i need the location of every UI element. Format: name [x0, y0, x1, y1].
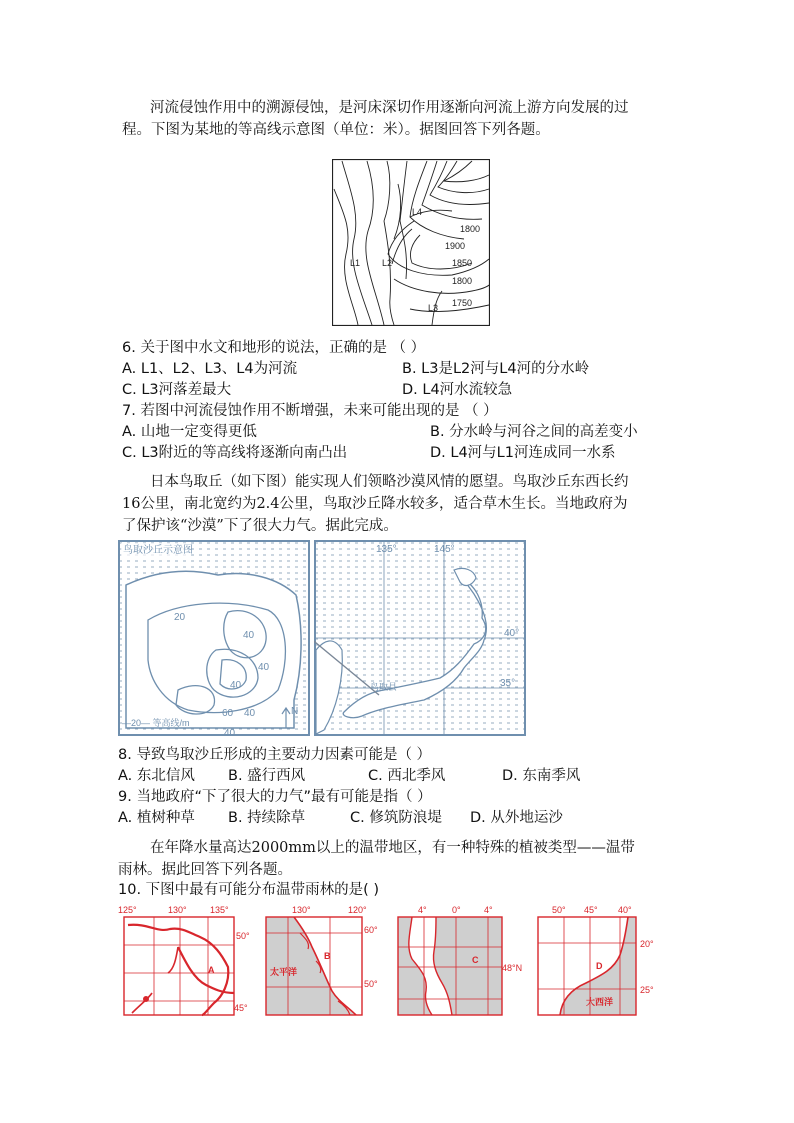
q7-option-a: A. 山地一定变得更低: [122, 424, 257, 440]
q6-option-d: D. L4河水流较急: [402, 382, 513, 398]
map-d-lat-20: 20°: [640, 939, 654, 949]
dune-contour-40a: 40: [243, 630, 255, 641]
map-a-lon-125: 125°: [118, 905, 137, 915]
map-b-lon-120: 120°: [348, 905, 367, 915]
q6-stem: 6. 关于图中水文和地形的说法，正确的是 （ ）: [122, 340, 426, 356]
japan-locator-map: [314, 540, 526, 736]
q8-option-c: C. 西北季风: [368, 768, 446, 784]
river-label-l4: L4: [412, 207, 423, 217]
q10-map-b: [260, 903, 390, 1023]
map-c-lon-4w: 4°: [418, 905, 427, 915]
japan-lat-35: 35°: [500, 678, 516, 689]
q9-option-a: A. 植树种草: [118, 810, 195, 826]
q10-stem: 10. 下图中最有可能分布温带雨林的是( ): [118, 882, 380, 898]
map-c-lat-48n: 48°N: [502, 963, 523, 973]
map-b-lat-60: 60°: [364, 925, 378, 935]
dune-contour-20: 20: [174, 612, 186, 623]
tottori-dune-map: [118, 540, 310, 736]
dune-contour-60: 60: [222, 708, 234, 719]
japan-lat-40: 40°: [504, 628, 520, 639]
q6-option-a: A. L1、L2、L3、L4为河流: [122, 361, 298, 377]
map-b-ocean-label: 太平洋: [270, 967, 298, 977]
q7-option-b: B. 分水岭与河谷之间的高差变小: [430, 424, 638, 440]
dune-contour-40d: 40: [244, 708, 256, 719]
q10-map-d: [532, 903, 664, 1023]
q9-option-c: C. 修筑防浪堤: [350, 810, 442, 826]
map-b-point-label: B: [324, 951, 331, 961]
map-d-lat-25: 25°: [640, 985, 654, 995]
dune-map-legend: —20— 等高线/m: [122, 718, 190, 728]
section2-line-1: 日本鸟取丘（如下图）能实现人们领略沙漠风情的愿望。鸟取沙丘东西长约: [150, 474, 629, 490]
map-a-lat-50: 50°: [236, 931, 250, 941]
map-d-lon-50: 50°: [552, 905, 566, 915]
q8-stem: 8. 导致鸟取沙丘形成的主要动力因素可能是（ ）: [118, 747, 432, 763]
q7-option-d: D. L4河与L1河连成同一水系: [430, 445, 616, 461]
tottori-place-label: 鸟取县: [370, 682, 398, 692]
q8-option-d: D. 东南季风: [502, 768, 581, 784]
map-c-lon-4e: 4°: [484, 905, 493, 915]
q6-option-c: C. L3河落差最大: [122, 382, 232, 398]
q7-option-c: C. L3附近的等高线将逐渐向南凸出: [122, 445, 348, 461]
japan-lon-145: 145°: [434, 544, 455, 555]
dune-contour-40c: 40: [230, 680, 242, 691]
river-label-l1: L1: [350, 258, 361, 268]
river-label-l2: L2: [382, 258, 393, 268]
q8-option-b: B. 盛行西风: [228, 768, 306, 784]
contour-label-1850: 1850: [452, 258, 473, 268]
intro-line-2: 程。下图为某地的等高线示意图（单位：米）。据图回答下列各题。: [122, 122, 550, 138]
section3-line-1: 在年降水量高达2000mm以上的温带地区，有一种特殊的植被类型——温带: [150, 840, 635, 856]
japan-lon-135: 135°: [376, 544, 397, 555]
map-c-point-label: C: [472, 955, 479, 965]
contour-label-1800b: 1800: [452, 276, 473, 286]
q10-map-c: [392, 903, 528, 1023]
dune-contour-40b: 40: [258, 662, 270, 673]
q6-option-b: B. L3是L2河与L4河的分水岭: [402, 361, 590, 377]
map-b-lon-130: 130°: [292, 905, 311, 915]
q7-stem: 7. 若图中河流侵蚀作用不断增强，未来可能出现的是 （ ）: [122, 403, 498, 419]
contour-label-1900: 1900: [445, 241, 466, 251]
section2-line-3: 了保护该“沙漠”下了很大力气。据此完成。: [122, 518, 398, 534]
map-d-lon-40: 40°: [618, 905, 632, 915]
q10-map-a: [118, 903, 254, 1023]
map-c-lon-0: 0°: [452, 905, 461, 915]
map-a-lat-45: 45°: [234, 1003, 248, 1013]
map-d-ocean-label: 大西洋: [586, 997, 614, 1007]
contour-label-1750: 1750: [452, 298, 473, 308]
intro-line-1: 河流侵蚀作用中的溯源侵蚀，是河床深切作用逐渐向河流上游方向发展的过: [150, 100, 629, 116]
q8-option-a: A. 东北信风: [118, 768, 195, 784]
map-a-point-label: A: [208, 965, 215, 975]
map-b-lat-50: 50°: [364, 979, 378, 989]
dune-contour-40e: 40: [224, 728, 236, 736]
map-d-lon-45: 45°: [584, 905, 598, 915]
north-label: N: [291, 706, 299, 717]
dune-map-title: 鸟取沙丘示意图: [123, 545, 193, 556]
map-a-lon-135: 135°: [210, 905, 229, 915]
section3-line-2: 雨林。据此回答下列各题。: [118, 862, 292, 878]
section2-line-2: 16公里，南北宽约为2.4公里，鸟取沙丘降水较多，适合草木生长。当地政府为: [122, 496, 628, 512]
contour-map: [332, 159, 490, 326]
q9-option-d: D. 从外地运沙: [470, 810, 563, 826]
river-label-l3: L3: [428, 303, 439, 313]
map-a-lon-130: 130°: [168, 905, 187, 915]
contour-label-1800a: 1800: [460, 224, 481, 234]
map-d-point-label: D: [596, 961, 603, 971]
q9-option-b: B. 持续除草: [228, 810, 306, 826]
q9-stem: 9. 当地政府“下了很大的力气”最有可能是指（ ）: [118, 789, 432, 805]
